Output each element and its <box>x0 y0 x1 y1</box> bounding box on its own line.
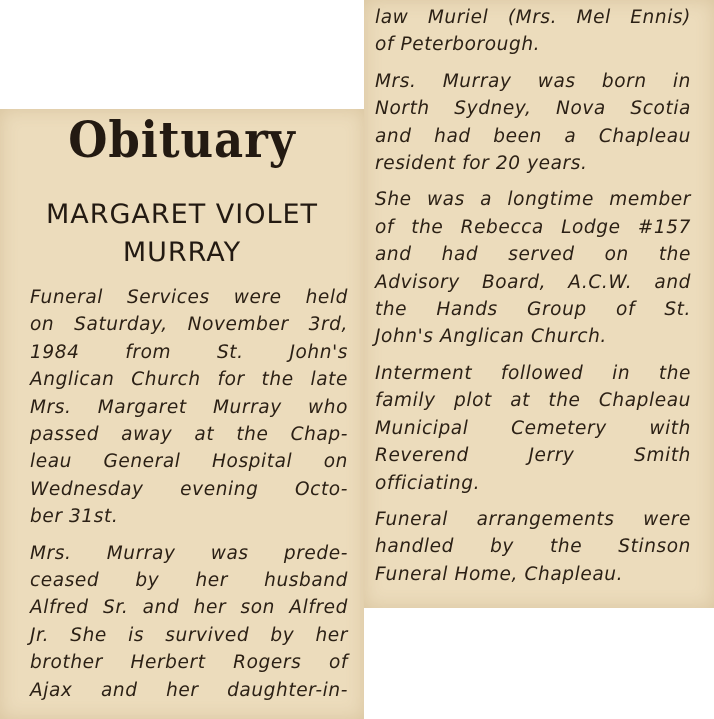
lodge-membership-paragraph <box>375 186 691 350</box>
family-paragraph <box>30 540 348 704</box>
text-line: John's Anglican Church. <box>375 326 607 348</box>
text-line: the Hands Group of St. <box>375 299 691 321</box>
text-line: on Saturday, November 3rd, <box>30 314 348 336</box>
text-line: Funeral Home, Chapleau. <box>375 563 624 585</box>
text-line: brother Herbert Rogers of <box>30 652 348 674</box>
interment-paragraph <box>375 360 691 497</box>
text-line: ceased by her husband <box>30 570 348 592</box>
text-line: officiating. <box>375 472 481 494</box>
text-line: Reverend Jerry Smith <box>375 445 691 467</box>
obituary-masthead: Obituary <box>68 110 296 169</box>
deceased-name-line-2: MURRAY <box>122 237 242 268</box>
left-column <box>30 284 348 704</box>
text-line: of the Rebecca Lodge #157 <box>375 216 691 238</box>
text-line: 1984 from St. John's <box>30 341 348 363</box>
text-line: law Muriel (Mrs. Mel Ennis) <box>375 7 691 28</box>
text-line: Mrs. Murray was prede- <box>30 542 348 564</box>
text-line: Advisory Board, A.C.W. and <box>375 271 691 293</box>
text-line: and had served on the <box>375 244 691 266</box>
text-line: and had been a Chapleau <box>375 125 691 147</box>
text-line: passed away at the Chap- <box>30 424 348 446</box>
right-column <box>375 4 691 588</box>
text-line: Jr. She is survived by her <box>30 624 348 646</box>
text-line: Alfred Sr. and her son Alfred <box>30 597 348 619</box>
text-line: ber 31st. <box>30 506 119 528</box>
arrangements-paragraph <box>375 506 691 588</box>
text-line: Municipal Cemetery with <box>375 417 691 439</box>
survivors-continued-paragraph <box>375 4 691 59</box>
funeral-services-paragraph <box>30 284 348 531</box>
text-line: resident for 20 years. <box>375 153 588 175</box>
deceased-name-line-1: MARGARET VIOLET <box>45 199 319 230</box>
text-line: of Peterborough. <box>375 34 541 56</box>
text-line: leau General Hospital on <box>30 451 348 473</box>
birthplace-paragraph <box>375 68 691 178</box>
text-line: Ajax and her daughter-in- <box>30 679 348 701</box>
text-line: Mrs. Margaret Murray who <box>30 396 348 418</box>
text-line: family plot at the Chapleau <box>375 390 691 412</box>
text-line: Funeral Services were held <box>30 287 348 308</box>
text-line: Interment followed in the <box>375 362 691 384</box>
text-line: North Sydney, Nova Scotia <box>375 98 691 120</box>
text-line: handled by the Stinson <box>375 536 691 558</box>
text-line: Funeral arrangements were <box>375 508 691 530</box>
text-line: Anglican Church for the late <box>30 369 348 391</box>
text-line: Wednesday evening Octo- <box>30 478 348 500</box>
text-line: She was a longtime member <box>375 189 691 211</box>
text-line: Mrs. Murray was born in <box>375 70 691 92</box>
